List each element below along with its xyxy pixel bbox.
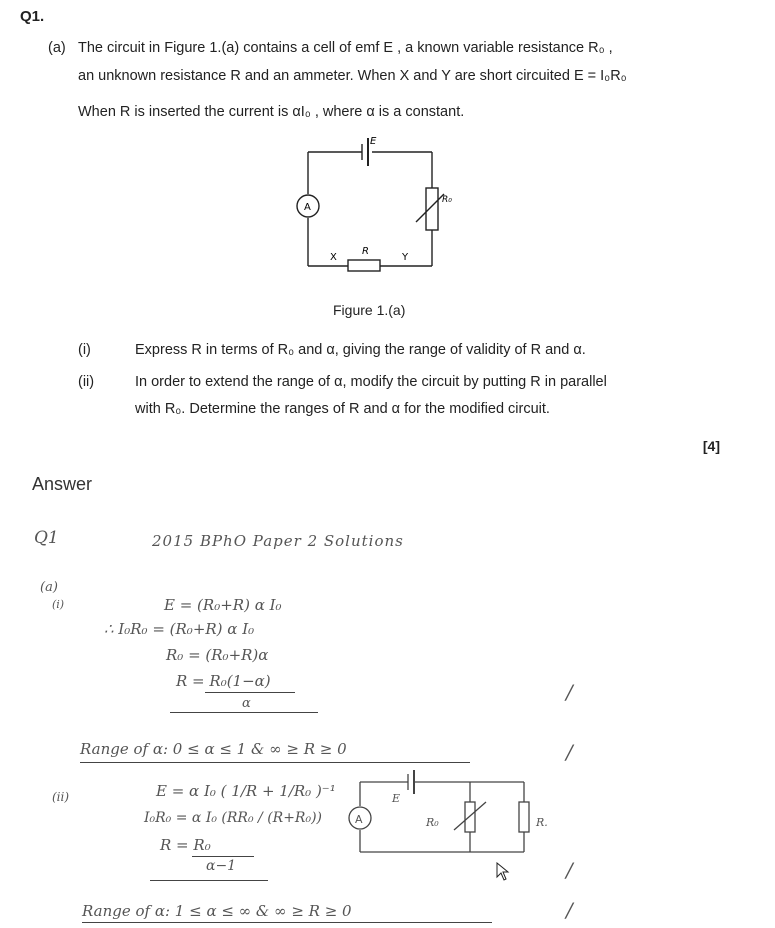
- hw-eq-2: ∴ I₀R₀ = (R₀+R) α I₀: [104, 620, 255, 638]
- hw-eq-5: E = α I₀ ( 1/R + 1/R₀ )⁻¹: [156, 782, 336, 800]
- part-a-label: (a): [48, 40, 66, 56]
- hw-eq-4-den: α: [242, 696, 251, 711]
- hw-tick-2: /: [566, 740, 573, 764]
- figure-caption: Figure 1.(a): [333, 302, 406, 318]
- question-line-3: When R is inserted the current is αI₀ , where α is a constant.: [78, 104, 465, 120]
- hw-range-1: Range of α: 0 ≤ α ≤ 1 & ∞ ≥ R ≥ 0: [80, 740, 347, 758]
- question-line-1: The circuit in Figure 1.(a) contains a cell of emf E , a known variable resistance R₀ ,: [78, 40, 613, 56]
- circuit-modified: [340, 768, 570, 868]
- sub-ii-label: (ii): [78, 374, 95, 390]
- hw-eq-3: R₀ = (R₀+R)α: [166, 646, 269, 664]
- circ2-emf-label: E: [392, 792, 401, 805]
- fig-r-label: R: [362, 246, 369, 257]
- hw-eq-1: E = (R₀+R) α I₀: [164, 596, 282, 614]
- sub-ii-text-1: In order to extend the range of α, modify the circuit by putting R in parallel: [135, 374, 607, 390]
- hw-eq-7-den: α−1: [206, 858, 237, 874]
- hw-range-2: Range of α: 1 ≤ α ≤ ∞ & ∞ ≥ R ≥ 0: [82, 902, 352, 920]
- hw-tick-1: /: [566, 680, 573, 704]
- hw-eq-4-num: R = R₀(1−α): [176, 672, 271, 690]
- fig-y-label: Y: [402, 252, 409, 263]
- hw-underline-3: [150, 880, 268, 881]
- question-number: Q1.: [20, 8, 45, 25]
- marks: [4]: [702, 438, 720, 454]
- hw-underline-2: [80, 762, 470, 763]
- circ2-ammeter-label: A: [355, 813, 363, 826]
- question-line-2: an unknown resistance R and an ammeter. When X and Y are short circuited E = I₀R₀: [78, 68, 627, 84]
- hw-fraction-bar-2: [192, 856, 254, 857]
- hw-part-ii: (ii): [52, 790, 70, 804]
- hw-tick-3: /: [566, 858, 573, 882]
- hw-q-label: Q1: [34, 528, 59, 548]
- sub-i-label: (i): [78, 342, 91, 358]
- hw-tick-4: /: [566, 898, 573, 922]
- hw-part-i: (i): [52, 598, 65, 611]
- hw-part-a: (a): [40, 580, 58, 595]
- fig-ammeter-label: A: [304, 202, 311, 213]
- fig-x-label: X: [330, 252, 337, 263]
- fig-r0-label: R₀: [442, 195, 452, 205]
- hw-fraction-bar-1: [205, 692, 295, 693]
- sub-ii-text-2: with R₀. Determine the ranges of R and α for the modified circuit.: [135, 401, 550, 417]
- hw-eq-6: I₀R₀ = α I₀ (RR₀ / (R+R₀)): [144, 810, 323, 826]
- circuit-figure-1a: [280, 130, 460, 290]
- sub-i-text: Express R in terms of R₀ and α, giving the range of validity of R and α.: [135, 342, 586, 358]
- answer-heading: Answer: [32, 474, 93, 494]
- circ2-r0-label: R₀: [426, 816, 439, 829]
- circ2-r-label: R.: [536, 816, 548, 829]
- mouse-cursor-icon: [496, 862, 510, 882]
- hw-underline-4: [82, 922, 492, 923]
- fig-emf-label: E: [370, 136, 377, 147]
- hw-header: 2015 BPhO Paper 2 Solutions: [152, 532, 404, 550]
- hw-eq-7-num: R = R₀: [160, 836, 211, 854]
- hw-underline-1: [170, 712, 318, 713]
